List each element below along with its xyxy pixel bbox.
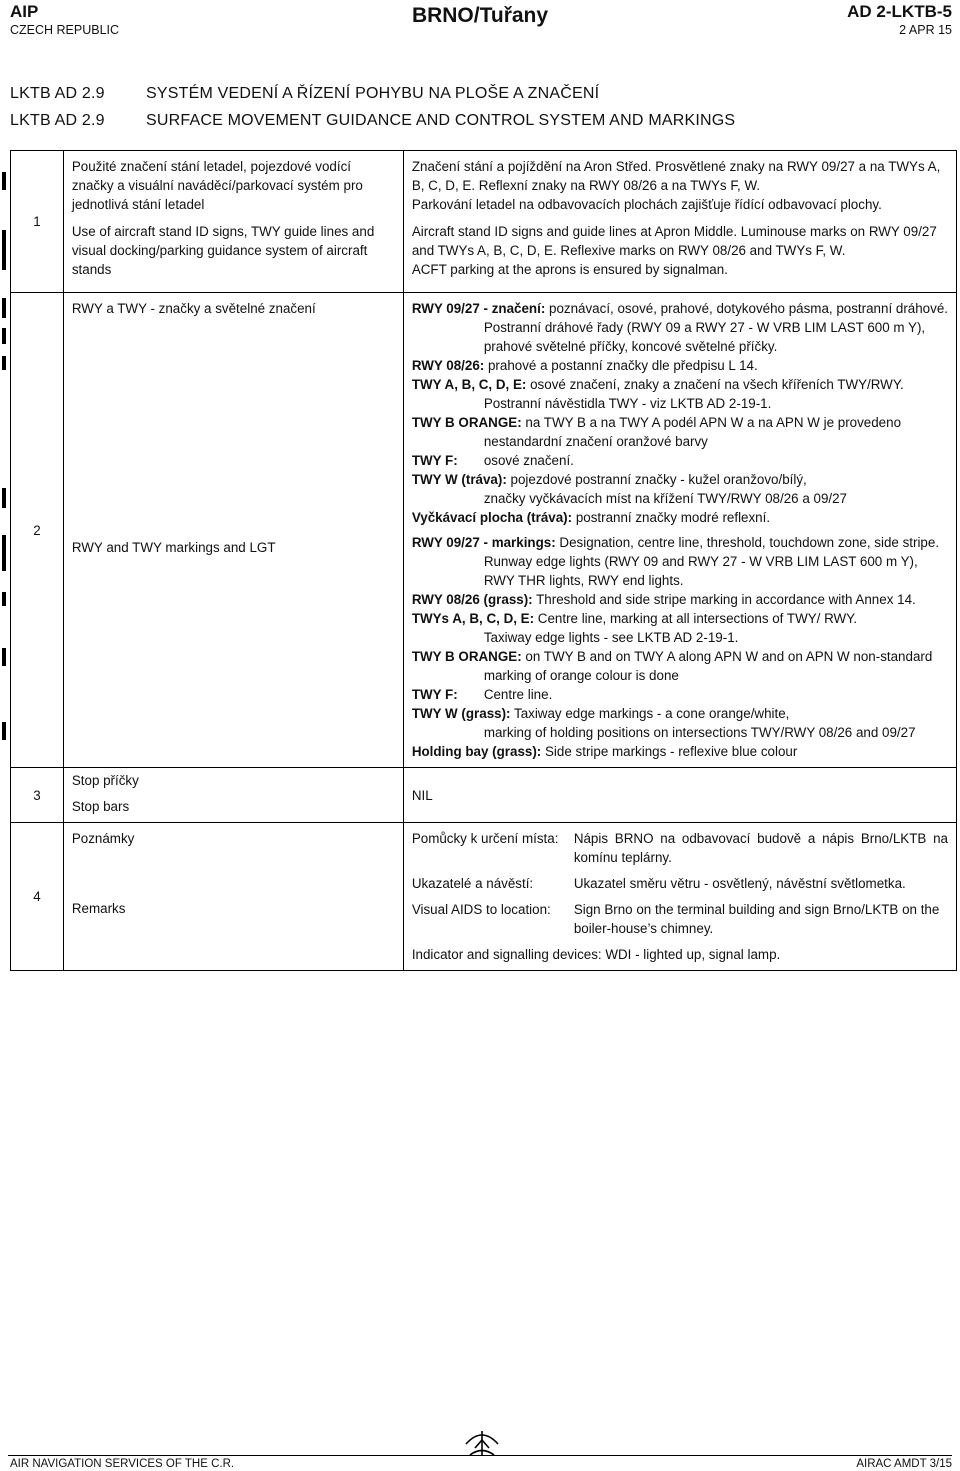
value-text: on TWY B and on TWY A along APN W and on APN W non-standard: [521, 649, 933, 664]
change-bar: [2, 298, 6, 318]
value-line: Postranní návěstidla TWY - viz LKTB AD 2-19-1.: [483, 396, 772, 411]
table-row: [11, 768, 957, 823]
value-line: Postranní dráhové řady (RWY 09 a RWY 27 - W VRB LIM LAST 600 m Y),: [483, 320, 926, 335]
change-bar: [2, 592, 6, 606]
remarks-value: Nápis BRNO na odbavovací budově a nápis Brno/LKTB na komínu teplárny.: [573, 831, 948, 865]
change-bar: [2, 722, 6, 740]
value-text: osové značení.: [483, 453, 574, 468]
value-text: Side stripe markings - reflexive blue colour: [541, 744, 798, 759]
value-text: na TWY B a na TWY A podél APN W a na APN W je provedeno: [521, 415, 902, 430]
remarks-label: Visual AIDS to location:: [411, 902, 551, 917]
value-text: osové značení, znaky a značení na všech křířeních TWY/RWY.: [526, 377, 904, 392]
row-label-en: RWY and TWY markings and LGT: [71, 540, 276, 555]
change-bar: [2, 328, 6, 344]
change-bar: [2, 356, 6, 370]
row-label-cz: Stop příčky: [71, 773, 139, 788]
row-label-cz: RWY a TWY - značky a světelné značení: [71, 301, 316, 316]
row-label-cz: Použité značení stání letadel, pojezdové vodící značky a visuální naváděcí/parkovací systém pro jednotlivá stání letadel: [71, 159, 363, 212]
value-bold: TWY A, B, C, D, E:: [411, 377, 527, 392]
country-label: CZECH REPUBLIC: [10, 23, 120, 37]
section-title-en: SURFACE MOVEMENT GUIDANCE AND CONTROL SYSTEM AND MARKINGS: [146, 112, 736, 129]
value-line: Aircraft stand ID signs and guide lines at Apron Middle. Luminouse marks on RWY 09/27: [411, 224, 937, 239]
table-row: [11, 293, 957, 768]
value-bold: Vyčkávací plocha (tráva):: [411, 510, 573, 525]
row-number: 3: [11, 768, 64, 823]
value-text: Taxiway edge markings - a cone orange/white,: [510, 706, 790, 721]
remarks-value: Indicator and signalling devices: WDI - lighted up, signal lamp.: [411, 947, 781, 962]
row-label-en: Remarks: [71, 901, 126, 916]
value-line: Runway edge lights (RWY 09 and RWY 27 - W VRB LIM LAST 600 m Y),: [483, 554, 918, 569]
row-label-cz: Poznámky: [71, 831, 135, 846]
page-title: BRNO/Tuřany: [411, 4, 549, 27]
value-line: RWY THR lights, RWY end lights.: [483, 573, 684, 588]
value-text: postranní značky modré reflexní.: [572, 510, 771, 525]
value-bold: TWYs A, B, C, D, E:: [411, 611, 535, 626]
header-right: [847, 2, 952, 38]
value-line: Parkování letadel na odbavovacích plochách zajišťuje řídící odbavovací plochy.: [411, 197, 882, 212]
row-number: 2: [11, 293, 64, 768]
value-line: značky vyčkávacích míst na křížení TWY/RWY 08/26 a 09/27: [483, 491, 848, 506]
value-text: Designation, centre line, threshold, touchdown zone, side stripe.: [555, 535, 940, 550]
value-text: prahové a postanní značky dle předpisu L 14.: [484, 358, 758, 373]
value-bold: TWY F:: [411, 453, 458, 468]
value-line: prahové světelné příčky, koncové světelné příčky.: [483, 339, 778, 354]
row-label-en: Use of aircraft stand ID signs, TWY guide lines and visual docking/parking guidance system of aircraft stands: [71, 224, 375, 277]
value-bold: TWY F:: [411, 687, 458, 702]
row-number: 4: [11, 823, 64, 971]
value-bold: RWY 09/27 - markings:: [411, 535, 556, 550]
value-line: ACFT parking at the aprons is ensured by signalman.: [411, 262, 728, 277]
value-line: marking of holding positions on intersections TWY/RWY 08/26 and 09/27: [483, 725, 916, 740]
remarks-label: Ukazatelé a návěstí:: [411, 876, 534, 891]
value-bold: Holding bay (grass):: [411, 744, 542, 759]
value-line: Taxiway edge lights - see LKTB AD 2-19-1.: [483, 630, 739, 645]
change-bar: [2, 172, 6, 190]
row-label-en: Stop bars: [71, 799, 130, 814]
page-code: AD 2-LKTB-5: [847, 2, 952, 21]
value-bold: TWY B ORANGE:: [411, 415, 522, 430]
footer-left: AIR NAVIGATION SERVICES OF THE C.R.: [10, 1458, 235, 1470]
value-line: Značení stání a pojíždění na Aron Střed. Prosvětlené znaky na RWY 09/27 a na TWYs A,: [411, 159, 941, 174]
value-bold: TWY W (tráva):: [411, 472, 507, 487]
ans-logo-icon: [462, 1428, 502, 1458]
remarks-label: Pomůcky k určení místa:: [411, 831, 559, 846]
section-title-cz: SYSTÉM VEDENÍ A ŘÍZENÍ POHYBU NA PLOŠE A ZNAČENÍ: [146, 85, 600, 102]
change-bar: [2, 488, 6, 508]
remarks-value: Ukazatel směru větru - osvětlený, návěstní světlometka.: [573, 876, 906, 891]
value-line: B, C, D, E. Reflexní znaky na RWY 08/26 a na TWYs F, W.: [411, 178, 761, 193]
value-line: nestandardní značení oranžové barvy: [483, 434, 708, 449]
aip-label: AIP: [10, 2, 39, 21]
value-text: pojezdové postranní značky - kužel oranžovo/bílý,: [506, 472, 807, 487]
value-text: Centre line, marking at all intersections of TWY/ RWY.: [534, 611, 858, 626]
remarks-value: Sign Brno on the terminal building and sign Brno/LKTB on the boiler-house’s chimney.: [573, 902, 940, 936]
page-date: 2 APR 15: [899, 23, 952, 37]
value-line: and TWYs A, B, C, D, E. Reflexive marks on RWY 08/26 and TWYs F, W.: [411, 243, 846, 258]
markings-table: [10, 150, 957, 971]
section-code-en: LKTB AD 2.9: [10, 112, 105, 129]
value-bold: RWY 09/27 - značení:: [411, 301, 546, 316]
value-bold: TWY B ORANGE:: [411, 649, 522, 664]
value-line: marking of orange colour is done: [483, 668, 679, 683]
value-bold: RWY 08/26 (grass):: [411, 592, 533, 607]
value-text: Centre line.: [483, 687, 553, 702]
change-bar: [2, 535, 6, 571]
section-heading: [10, 80, 735, 134]
table-row: [11, 151, 957, 293]
value-line: NIL: [411, 787, 433, 803]
value-bold: TWY W (grass):: [411, 706, 511, 721]
value-text: Threshold and side stripe marking in accordance with Annex 14.: [532, 592, 916, 607]
row-number: 1: [11, 151, 64, 293]
change-bar: [2, 648, 6, 666]
value-text: poznávací, osové, prahové, dotykového pásma, postranní dráhové.: [545, 301, 948, 316]
footer-right: AIRAC AMDT 3/15: [856, 1458, 952, 1470]
value-bold: RWY 08/26:: [411, 358, 485, 373]
change-bar: [2, 230, 6, 270]
table-row: [11, 823, 957, 971]
section-code-cz: LKTB AD 2.9: [10, 85, 105, 102]
